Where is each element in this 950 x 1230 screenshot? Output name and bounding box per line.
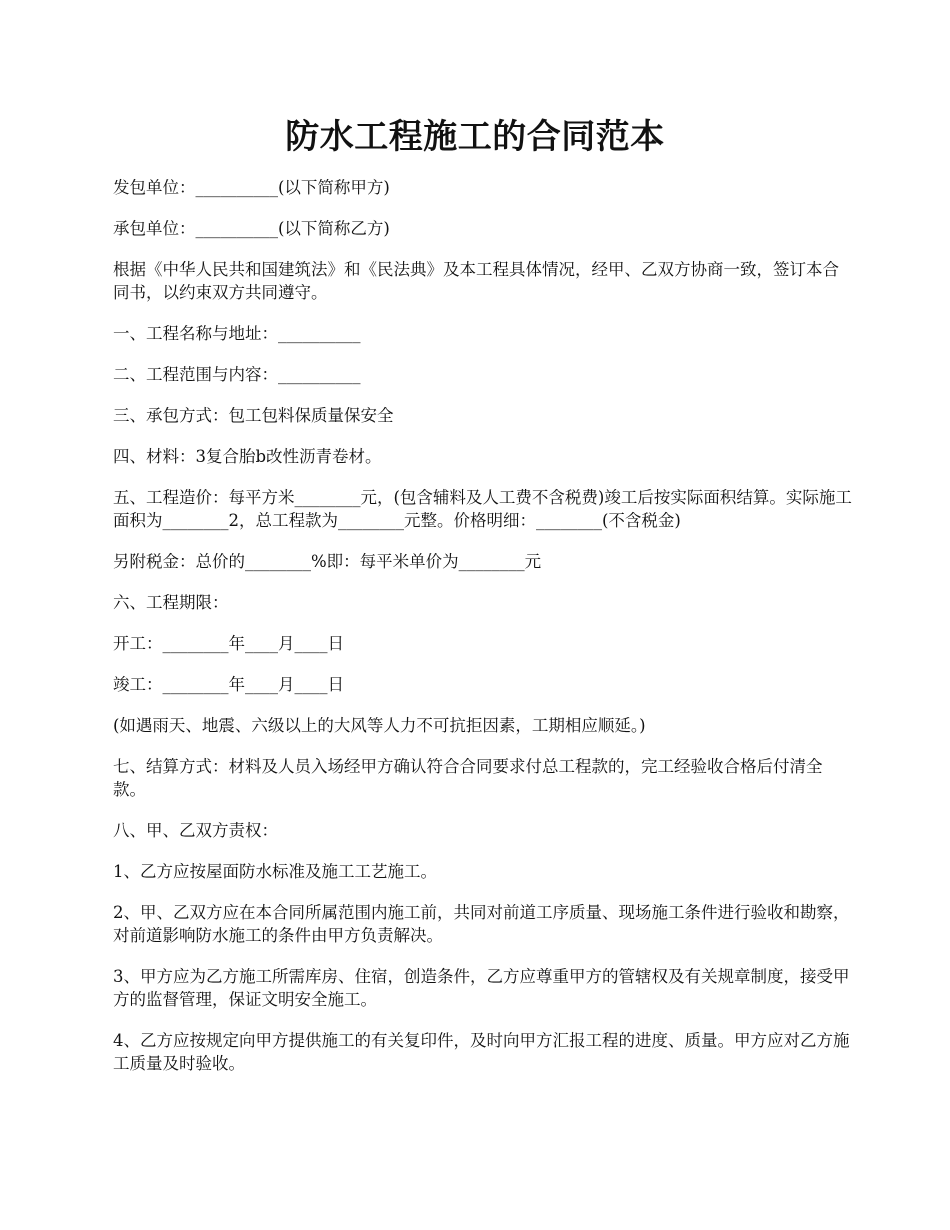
start-date-line: 开工：________年____月____日	[113, 634, 344, 653]
responsibility-item: 2、甲、乙双方应在本合同所属范围内施工前，共同对前道工序质量、现场施工条件进行验收和勘察，对前道影响防水施工的条件由甲方负责解决。	[113, 903, 850, 945]
clause-project-scope: 二、工程范围与内容：__________	[113, 365, 361, 384]
clause-project-name: 一、工程名称与地址：__________	[113, 324, 361, 343]
preamble-paragraph: 根据《中华人民共和国建筑法》和《民法典》及本工程具体情况，经甲、乙双方协商一致，签订本合同书，以约束双方共同遵守。	[113, 260, 839, 302]
document-title: 防水工程施工的合同范本	[285, 117, 665, 157]
clause-project-cost: 五、工程造价：每平方米________元，(包含辅料及人工费不含税费)竣工后按实际面积结算。实际施工面积为________2，总工程款为________元整。价格明细：________(不含税金)	[113, 488, 852, 530]
clause-materials: 四、材料：3复合胎b改性沥青卷材。	[113, 447, 382, 466]
force-majeure-note: (如遇雨天、地震、六级以上的大风等人力不可抗拒因素，工期相应顺延。)	[113, 716, 646, 735]
completion-date-line: 竣工：________年____月____日	[113, 675, 344, 694]
contractor-line: 承包单位：__________(以下简称乙方)	[113, 219, 390, 238]
responsibility-item: 3、甲方应为乙方施工所需库房、住宿，创造条件，乙方应尊重甲方的管辖权及有关规章制度，接受甲方的监督管理，保证文明安全施工。	[113, 967, 850, 1009]
responsibility-item: 1、乙方应按屋面防水标准及施工工艺施工。	[113, 862, 437, 881]
clause-contract-method: 三、承包方式：包工包料保质量保安全	[113, 406, 394, 425]
clause-settlement: 七、结算方式：材料及人员入场经甲方确认符合合同要求付总工程款的，完工经验收合格后付清全款。	[113, 757, 823, 799]
employer-line: 发包单位：__________(以下简称甲方)	[113, 178, 390, 197]
tax-line: 另附税金：总价的________%即：每平米单价为________元	[113, 552, 542, 571]
clause-responsibilities: 八、甲、乙双方责权：	[113, 821, 278, 840]
responsibility-item: 4、乙方应按规定向甲方提供施工的有关复印件，及时向甲方汇报工程的进度、质量。甲方应对乙方施工质量及时验收。	[113, 1031, 850, 1073]
clause-duration: 六、工程期限：	[113, 593, 229, 612]
document-body	[113, 176, 853, 1093]
